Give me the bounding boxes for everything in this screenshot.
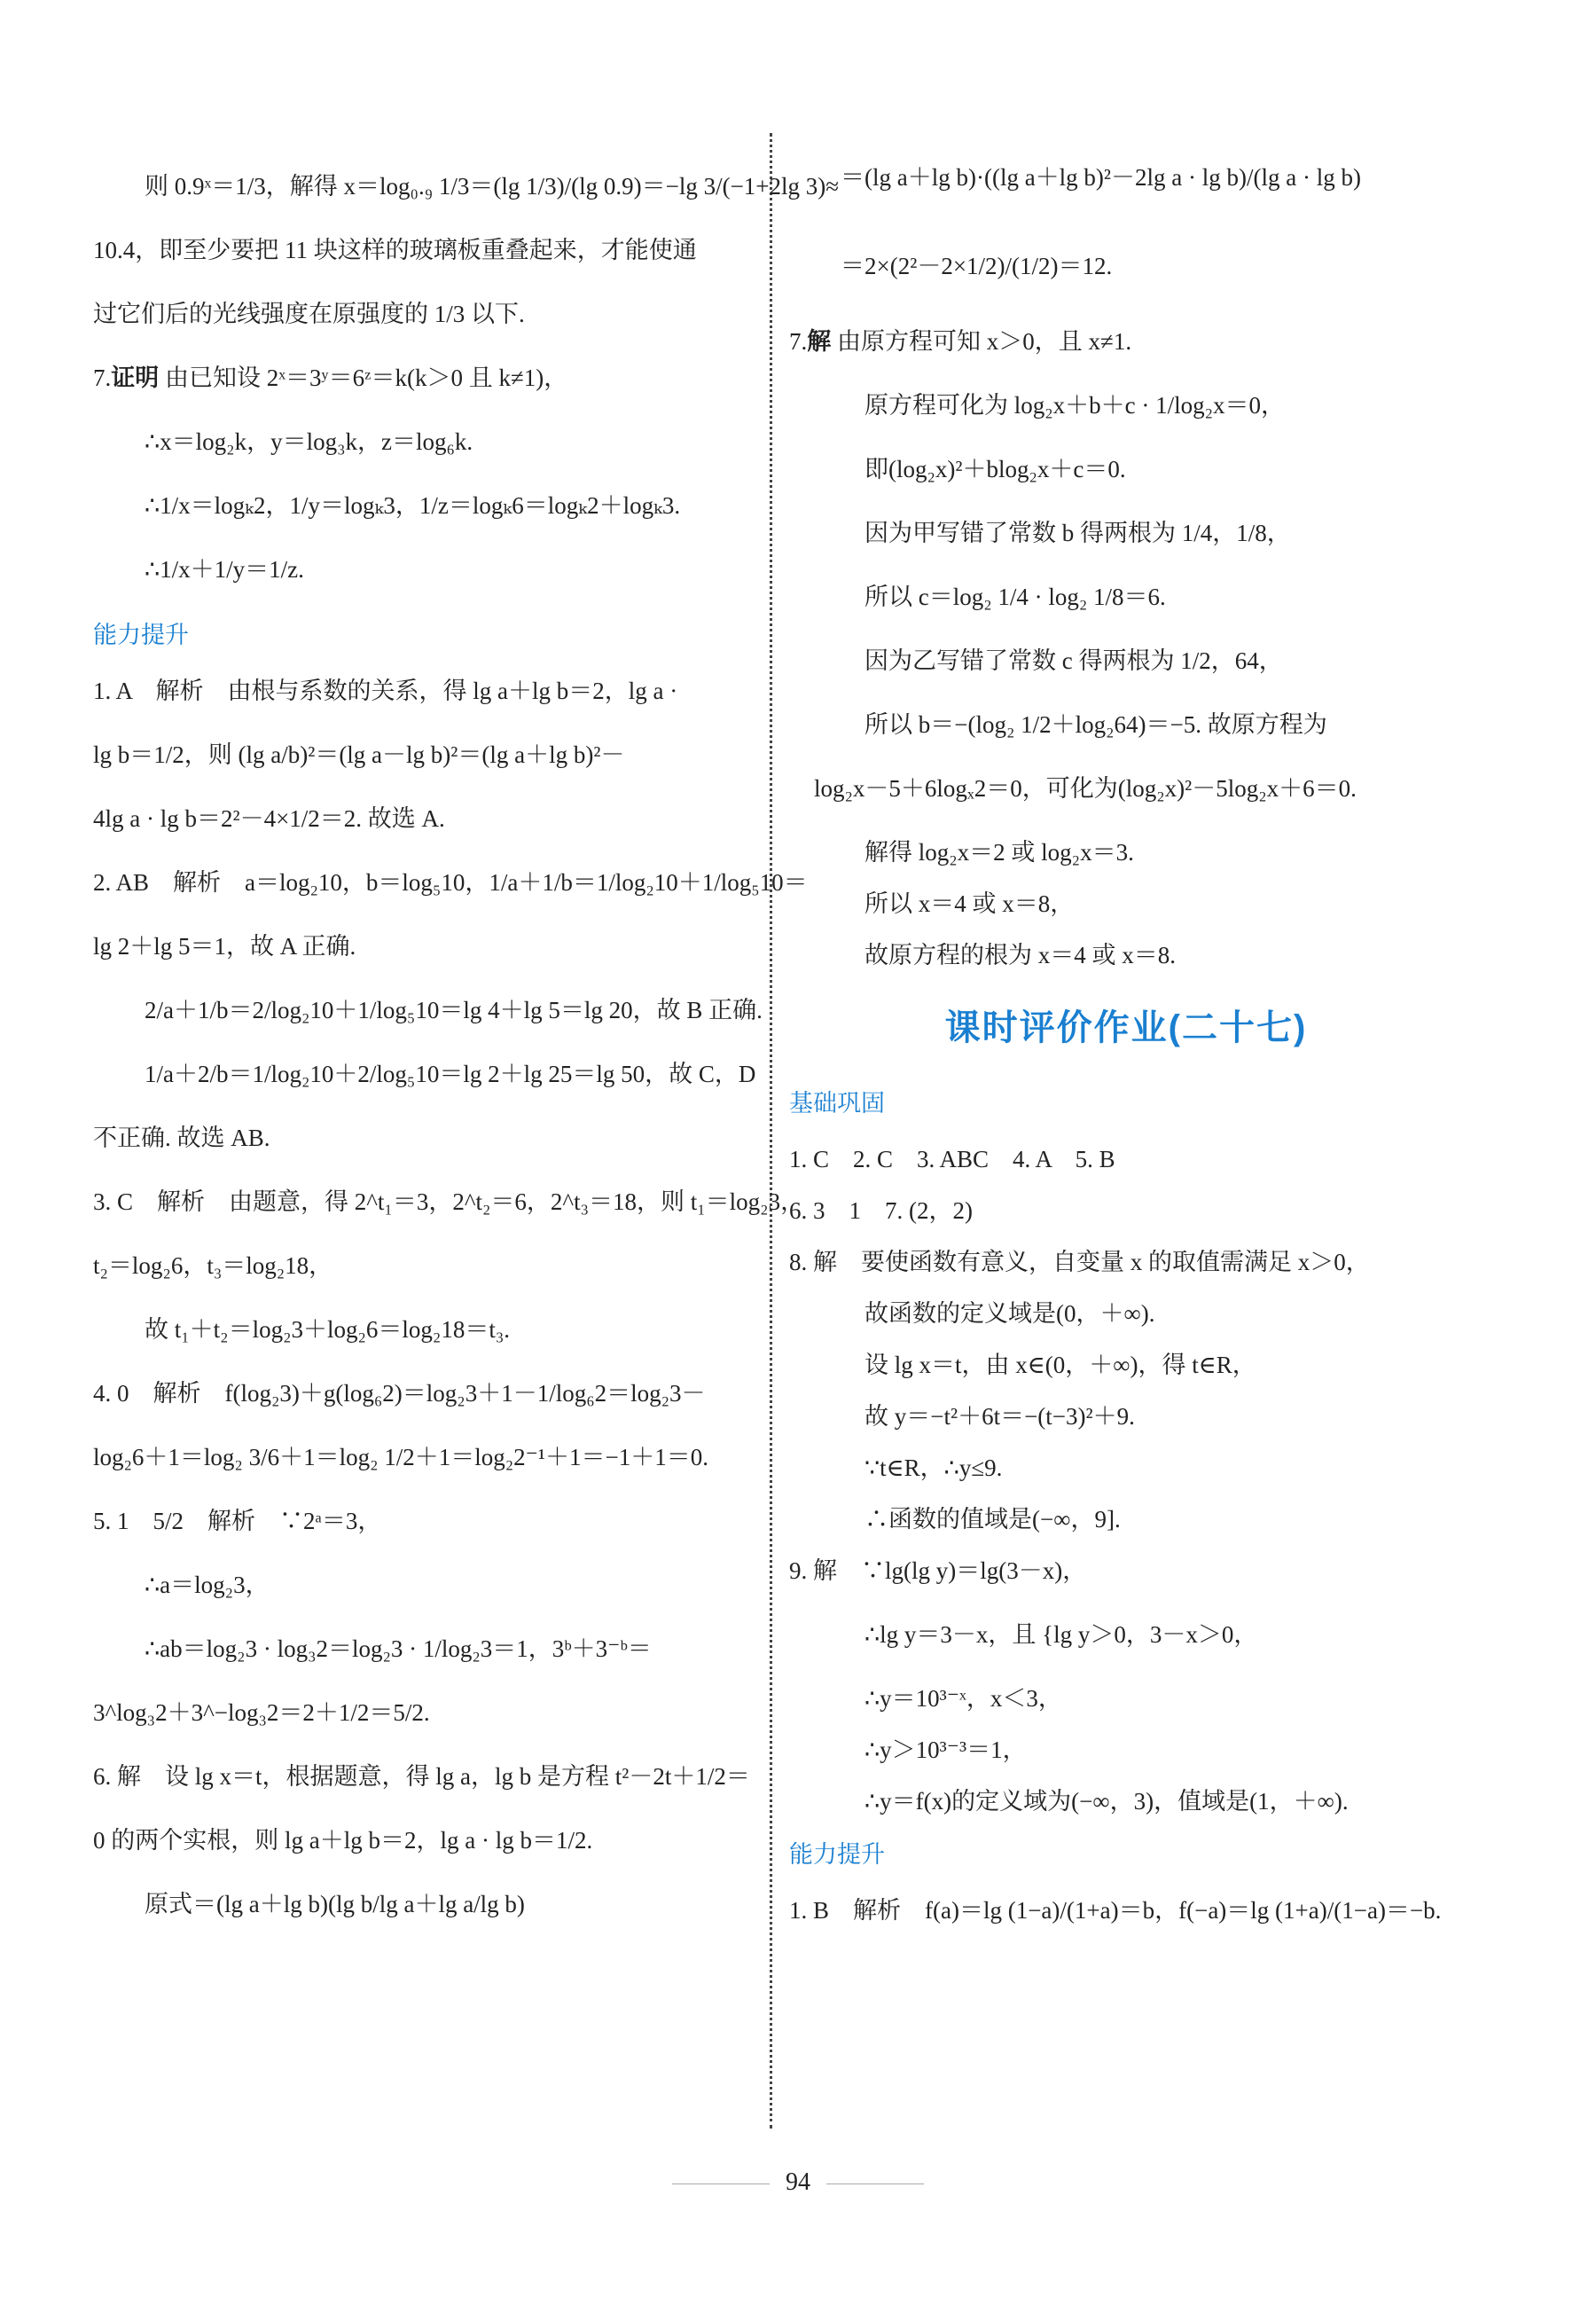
text-line: ∴函数的值域是(−∞，9]. — [864, 1506, 1121, 1533]
text-line: 3. C 解析 由题意，得 2^t₁＝3，2^t₂＝6，2^t₃＝18，则 t₁＝log₂3， — [93, 1188, 805, 1215]
text-line: 故原方程的根为 x＝4 或 x＝8. — [864, 942, 1176, 968]
page-footer — [0, 2168, 1596, 2197]
text-line: 不正确. 故选 AB. — [93, 1125, 270, 1151]
text-line: 所以 x＝4 或 x＝8， — [864, 890, 1075, 917]
section-title: 课时评价作业(二十七) — [944, 1008, 1308, 1047]
answer-line: 6. 3 1 7. (2，2) — [789, 1197, 973, 1224]
text-line: 所以 c＝log₂ 1/4 · log₂ 1/8＝6. — [864, 584, 1166, 610]
text-line: ∴1/x＝logₖ2，1/y＝logₖ3，1/z＝logₖ6＝logₖ2＋logₖ3. — [145, 492, 681, 519]
text-line: ∴y＝10³⁻ˣ，x＜3， — [864, 1685, 1062, 1712]
text-line: 设 lg x＝t，由 x∈(0，＋∞)，得 t∈R， — [864, 1352, 1256, 1378]
text-line: ∴y＞10³⁻³＝1， — [864, 1737, 1027, 1763]
text-line: 原式＝(lg a＋lg b)(lg b/lg a＋lg a/lg b) — [145, 1891, 525, 1917]
text-line: log₂x－5＋6logₓ2＝0，可化为(log₂x)²－5log₂x＋6＝0. — [814, 775, 1357, 802]
solution-keyword: 解 — [807, 328, 832, 355]
answer-line: 1. C 2. C 3. ABC 4. A 5. B — [789, 1146, 1115, 1172]
text-line: 解得 log₂x＝2 或 log₂x＝3. — [864, 839, 1134, 866]
text-line: 则 0.9ˣ＝1/3，解得 x＝log₀.₉ 1/3＝(lg 1/3)/(lg 0.9)＝−lg 3/(−1+2lg 3)≈ — [145, 173, 840, 200]
text-line: 故 t₁＋t₂＝log₂3＋log₂6＝log₂18＝t₃. — [145, 1316, 510, 1343]
text-line: 10.4，即至少要把 11 块这样的玻璃板重叠起来，才能使通 — [93, 237, 697, 263]
text-line: ∴ab＝log₂3 · log₃2＝log₂3 · 1/log₂3＝1，3ᵇ＋3⁻ᵇ＝ — [145, 1635, 652, 1662]
text-line: 1. A 解析 由根与系数的关系，得 lg a＋lg b＝2，lg a · — [93, 678, 678, 704]
text-line: 即(log₂x)²＋blog₂x＋c＝0. — [864, 456, 1126, 482]
text-line: 由已知设 2ˣ＝3ʸ＝6ᶻ＝k(k＞0 且 k≠1)， — [165, 365, 568, 391]
text-line: 9. 解 ∵lg(lg y)＝lg(3－x)， — [789, 1557, 1087, 1584]
text-line: ∴y＝f(x)的定义域为(−∞，3)，值域是(1，＋∞). — [864, 1788, 1349, 1815]
subsection-heading: 基础巩固 — [789, 1090, 885, 1117]
column-divider — [770, 133, 772, 2129]
text-line: 故 y＝−t²＋6t＝−(t−3)²＋9. — [864, 1403, 1135, 1430]
text-line: 因为甲写错了常数 b 得两根为 1/4，1/8， — [864, 520, 1291, 546]
question-number: 7. — [93, 365, 112, 391]
text-line: 4lg a · lg b＝2²－4×1/2＝2. 故选 A. — [93, 805, 445, 832]
text-line: 0 的两个实根，则 lg a＋lg b＝2，lg a · lg b＝1/2. — [93, 1827, 593, 1854]
text-line: ∵t∈R，∴y≤9. — [864, 1454, 1003, 1481]
text-line: lg b＝1/2，则 (lg a/b)²＝(lg a－lg b)²＝(lg a＋lg b)²－ — [93, 741, 625, 768]
subsection-heading: 能力提升 — [93, 622, 189, 648]
subsection-heading: 能力提升 — [789, 1841, 885, 1868]
proof-keyword: 证明 — [111, 365, 160, 391]
footer-rule-right — [826, 2183, 924, 2184]
text-line: ＝2×(2²－2×1/2)/(1/2)＝12. — [841, 253, 1113, 279]
page-number: 94 — [786, 2168, 810, 2196]
text-line: 5. 1 5/2 解析 ∵2ᵃ＝3， — [93, 1508, 382, 1534]
text-line: 过它们后的光线强度在原强度的 1/3 以下. — [93, 301, 525, 327]
text-line: 2/a＋1/b＝2/log₂10＋1/log₅10＝lg 4＋lg 5＝lg 20，故 B 正确. — [145, 997, 763, 1023]
text-line: log₂6＋1＝log₂ 3/6＋1＝log₂ 1/2＋1＝log₂2⁻¹＋1＝−1＋1＝0. — [93, 1444, 708, 1470]
text-line: 1/a＋2/b＝1/log₂10＋2/log₅10＝lg 2＋lg 25＝lg 50，故 C，D — [145, 1061, 756, 1087]
text-line: 8. 解 要使函数有意义，自变量 x 的取值需满足 x＞0， — [789, 1249, 1370, 1275]
footer-rule-left — [672, 2183, 770, 2184]
text-line: 1. B 解析 f(a)＝lg (1−a)/(1+a)＝b，f(−a)＝lg (1+a)/(1−a)＝−b. — [789, 1897, 1442, 1924]
text-line: ∴a＝log₂3， — [145, 1572, 270, 1598]
text-line: 所以 b＝−(log₂ 1/2＋log₂64)＝−5. 故原方程为 — [864, 711, 1327, 738]
text-line: ∴1/x＋1/y＝1/z. — [145, 556, 304, 583]
text-line: 原方程可化为 log₂x＋b＋c · 1/log₂x＝0， — [864, 392, 1286, 419]
text-line: ＝(lg a＋lg b)·((lg a＋lg b)²－2lg a · lg b)/(lg a · lg b) — [841, 164, 1361, 191]
right-column — [789, 133, 1463, 1956]
question-7 — [93, 360, 767, 396]
text-line: 2. AB 解析 a＝log₂10，b＝log₅10，1/a＋1/b＝1/log₂10＋1/log₅10＝ — [93, 869, 808, 896]
text-line: 因为乙写错了常数 c 得两根为 1/2，64， — [864, 647, 1283, 674]
text-line: 由原方程可知 x＞0，且 x≠1. — [837, 328, 1132, 355]
text-line: 4. 0 解析 f(log₂3)＋g(log₆2)＝log₂3＋1－1/log₆2＝log₂3－ — [93, 1380, 706, 1407]
text-line: lg 2＋lg 5＝1，故 A 正确. — [93, 933, 356, 960]
question-7-right — [789, 324, 1463, 359]
text-line: ∴lg y＝3－x，且 {lg y＞0，3－x＞0， — [864, 1621, 1258, 1648]
text-line: 3^log₃2＋3^−log₃2＝2＋1/2＝5/2. — [93, 1699, 430, 1726]
text-line: 6. 解 设 lg x＝t，根据题意，得 lg a，lg b 是方程 t²－2t＋1/2＝ — [93, 1763, 750, 1790]
text-line: ∴x＝log₂k，y＝log₃k，z＝log₆k. — [145, 428, 473, 455]
text-line: 故函数的定义域是(0，＋∞). — [864, 1300, 1155, 1327]
question-number: 7. — [789, 328, 808, 355]
text-line: t₂＝log₂6，t₃＝log₂18， — [93, 1252, 333, 1279]
